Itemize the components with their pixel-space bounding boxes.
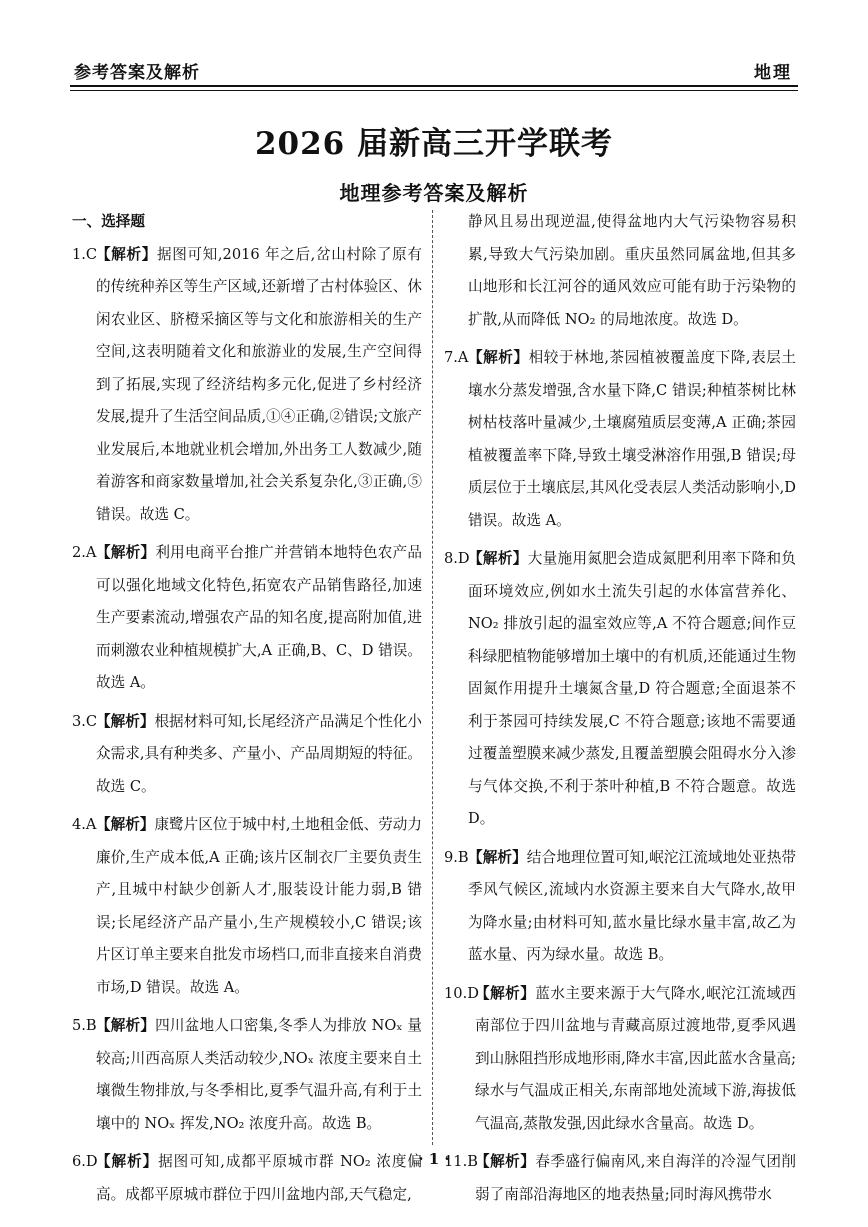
item-number: 2.A bbox=[72, 544, 97, 561]
answer-item-6-continued: 静风且易出现逆温,使得盆地内大气污染物容易积累,导致大气污染加剧。重庆虽然同属盆地,但其多山地形和长江河谷的通风效应可能有助于污染物的扩散,从而降低 NO₂ 的局地浓度。故选 D。 bbox=[468, 213, 796, 328]
item-text: 大量施用氮肥会造成氮肥利用率下降和负面环境效应,例如水土流失引起的水体富营养化、NO₂ 排放引起的温室效应等,A 不符合题意;间作豆科绿肥植物能够增加土壤中的有机质,还能通过生物固氮作用提升土壤氮含量,D 符合题意;全面退茶不利于茶园可持续发展,C 不符合题意;该地不需要通过覆盖塑膜来减少蒸发,且覆盖塑膜会阻碍水分入渗与气体交换,不利于茶叶种植,B 不符合题意。故选 D。 bbox=[468, 550, 796, 827]
answer-item-4 bbox=[72, 809, 422, 1004]
analysis-tag: 【解析】 bbox=[468, 848, 527, 866]
answer-item-10 bbox=[444, 978, 796, 1141]
item-number: 9.B bbox=[444, 848, 469, 866]
analysis-tag: 【解析】 bbox=[96, 245, 157, 263]
page-number: · 1 · bbox=[418, 1150, 450, 1168]
item-number: 5.B bbox=[72, 1017, 97, 1034]
analysis-tag: 【解析】 bbox=[475, 1153, 536, 1170]
item-text: 据图可知,2016 年之后,岔山村除了原有的传统种养区等生产区域,还新增了古村体验区、休闲农业区、脐橙采摘区等与文化和旅游相关的生产空间,这表明随着文化和旅游业的发展,生产空间得到了拓展,实现了经济结构多元化,促进了乡村经济发展,提升了生活空间品质,①④正确,②错误;文旅产业发展后,本地就业机会增加,外出务工人数减少,随着游客和商家数量增加,社会关系复杂化,③正确,⑤错误。故选 C。 bbox=[96, 245, 422, 523]
item-text: 利用电商平台推广并营销本地特色农产品可以强化地域文化特色,拓宽农产品销售路径,加速生产要素流动,增强农产品的知名度,提高附加值,进而刺激农业种植规模扩大,A 正确,B、C、D 错误。故选 A。 bbox=[96, 544, 422, 691]
item-number: 6.D bbox=[72, 1153, 98, 1170]
item-number: 11.B bbox=[444, 1153, 478, 1170]
analysis-tag: 【解析】 bbox=[96, 712, 155, 730]
header-rule-thin bbox=[70, 90, 798, 91]
answer-item-2 bbox=[72, 537, 422, 700]
page-title: 2026 届新高三开学联考 bbox=[254, 126, 614, 162]
item-text: 四川盆地人口密集,冬季人为排放 NOₓ 量较高;川西高原人类活动较少,NOₓ 浓度主要来自土壤微生物排放,与冬季相比,夏季气温升高,有利于土壤中的 NOₓ 挥发,NO₂ 浓度升高。故选 B。 bbox=[96, 1017, 422, 1132]
header-rule-thick bbox=[70, 85, 798, 87]
answer-item-9 bbox=[444, 842, 796, 972]
analysis-tag: 【解析】 bbox=[475, 984, 536, 1002]
answer-item-5 bbox=[72, 1010, 422, 1140]
analysis-tag: 【解析】 bbox=[468, 349, 529, 366]
section-heading: 一、选择题 bbox=[72, 213, 145, 230]
analysis-tag: 【解析】 bbox=[96, 816, 155, 833]
item-text: 结合地理位置可知,岷沱江流域地处亚热带季风气候区,流域内水资源主要来自大气降水,故甲为降水量;由材料可知,蓝水量比绿水量丰富,故乙为蓝水量、丙为绿水量。故选 B。 bbox=[468, 848, 796, 963]
analysis-tag: 【解析】 bbox=[96, 544, 156, 561]
item-number: 1.C bbox=[72, 245, 98, 263]
answer-item-1 bbox=[72, 239, 422, 532]
answer-item-3 bbox=[72, 706, 422, 804]
header-left-title: 参考答案及解析 bbox=[74, 63, 200, 83]
right-column bbox=[444, 206, 796, 1217]
item-text: 蓝水主要来源于大气降水,岷沱江流域西南部位于四川盆地与青藏高原过渡地带,夏季风遇到山脉阻挡形成地形雨,降水丰富,因此蓝水含量高;绿水与气温成正相关,东南部地处流域下游,海拔低气温高,蒸散发强,因此绿水含量高。故选 D。 bbox=[475, 984, 796, 1132]
analysis-tag: 【解析】 bbox=[468, 550, 528, 567]
page-subtitle: 地理参考答案及解析 bbox=[339, 181, 529, 205]
item-text: 春季盛行偏南风,来自海洋的冷湿气团削弱了南部沿海地区的地表热量;同时海风携带水 bbox=[475, 1153, 796, 1203]
item-text: 根据材料可知,长尾经济产品满足个性化小众需求,具有种类多、产量小、产品周期短的特征。故选 C。 bbox=[96, 712, 422, 795]
item-number: 8.D bbox=[444, 550, 470, 567]
item-text: 康鹭片区位于城中村,土地租金低、劳动力廉价,生产成本低,A 正确;该片区制衣厂主要负责生产,且城中村缺少创新人才,服装设计能力弱,B 错误;长尾经济产品产量小,生产规模较小,C 错误;该片区订单主要来自批发市场档口,而非直接来自消费市场,D 错误。故选 A。 bbox=[96, 816, 422, 996]
item-number: 7.A bbox=[444, 349, 469, 366]
left-column bbox=[72, 206, 422, 1217]
analysis-tag: 【解析】 bbox=[96, 1017, 156, 1034]
item-number: 4.A bbox=[72, 816, 97, 833]
item-number: 10.D bbox=[444, 984, 479, 1002]
item-text: 据图可知,成都平原城市群 NO₂ 浓度偏高。成都平原城市群位于四川盆地内部,天气稳定, bbox=[96, 1153, 422, 1203]
item-text: 相较于林地,茶园植被覆盖度下降,表层土壤水分蒸发增强,含水量下降,C 错误;种植茶树比林树枯枝落叶量减少,土壤腐殖质层变薄,A 正确;茶园植被覆盖率下降,导致土壤受淋溶作用强,B 错误;母质层位于土壤底层,其风化受表层人类活动影响小,D 错误。故选 A。 bbox=[468, 349, 796, 529]
column-divider bbox=[432, 210, 433, 1145]
analysis-tag: 【解析】 bbox=[96, 1153, 159, 1170]
item-number: 3.C bbox=[72, 712, 98, 730]
header-subject: 地理 bbox=[754, 63, 792, 83]
answer-item-7 bbox=[444, 342, 796, 537]
answer-item-8 bbox=[444, 543, 796, 836]
